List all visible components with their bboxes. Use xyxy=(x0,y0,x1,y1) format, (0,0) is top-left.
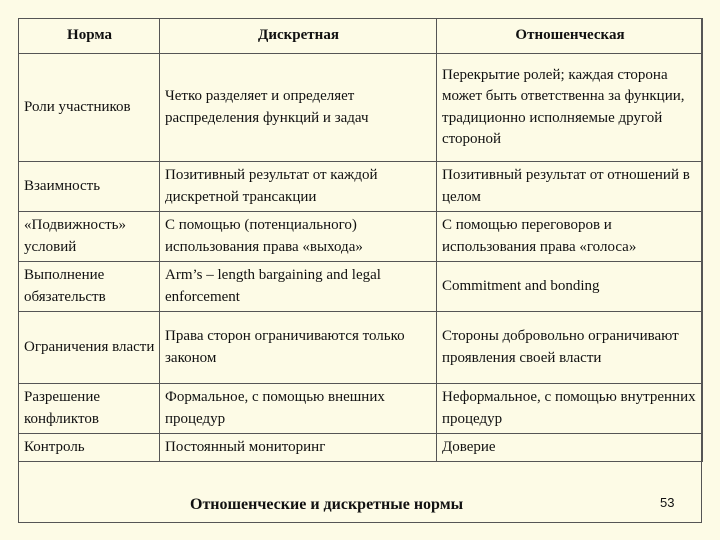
table-row xyxy=(19,434,703,462)
relational-cell: Стороны добровольно ограничивают проявления своей власти xyxy=(437,312,703,384)
discrete-cell: С помощью (потенциального) использования права «выхода» xyxy=(160,212,437,262)
row-label: Взаимность xyxy=(19,162,160,212)
relational-cell: Доверие xyxy=(437,434,703,462)
table-row xyxy=(19,212,703,262)
table-header-row xyxy=(19,19,703,54)
slide-title: Отношенческие и дискретные нормы xyxy=(190,496,464,513)
discrete-cell: Права сторон ограничиваются только законом xyxy=(160,312,437,384)
table-row xyxy=(19,384,703,434)
table-row xyxy=(19,312,703,384)
discrete-cell: Формальное, с помощью внешних процедур xyxy=(160,384,437,434)
relational-cell: С помощью переговоров и использования права «голоса» xyxy=(437,212,703,262)
discrete-cell: Позитивный результат от каждой дискретной трансакции xyxy=(160,162,437,212)
table-row xyxy=(19,54,703,162)
row-label: Ограничения власти xyxy=(19,312,160,384)
relational-cell: Commitment and bonding xyxy=(437,262,703,312)
discrete-cell: Четко разделяет и определяет распределения функций и задач xyxy=(160,54,437,162)
row-label: «Подвижность» условий xyxy=(19,212,160,262)
norms-table xyxy=(18,18,703,462)
header-norm: Норма xyxy=(19,19,160,54)
header-discrete: Дискретная xyxy=(160,19,437,54)
page-number: 53 xyxy=(660,495,675,510)
header-relational: Отношенческая xyxy=(437,19,703,54)
row-label: Роли участников xyxy=(19,54,160,162)
row-label: Контроль xyxy=(19,434,160,462)
table-row xyxy=(19,262,703,312)
table-row xyxy=(19,162,703,212)
discrete-cell: Постоянный мониторинг xyxy=(160,434,437,462)
row-label: Выполнение обязательств xyxy=(19,262,160,312)
row-label: Разрешение конфликтов xyxy=(19,384,160,434)
relational-cell: Перекрытие ролей; каждая сторона может быть ответственна за функции, традиционно исполняемые другой стороной xyxy=(437,54,703,162)
relational-cell: Позитивный результат от отношений в целом xyxy=(437,162,703,212)
discrete-cell: Arm’s – length bargaining and legal enforcement xyxy=(160,262,437,312)
relational-cell: Неформальное, с помощью внутренних процедур xyxy=(437,384,703,434)
